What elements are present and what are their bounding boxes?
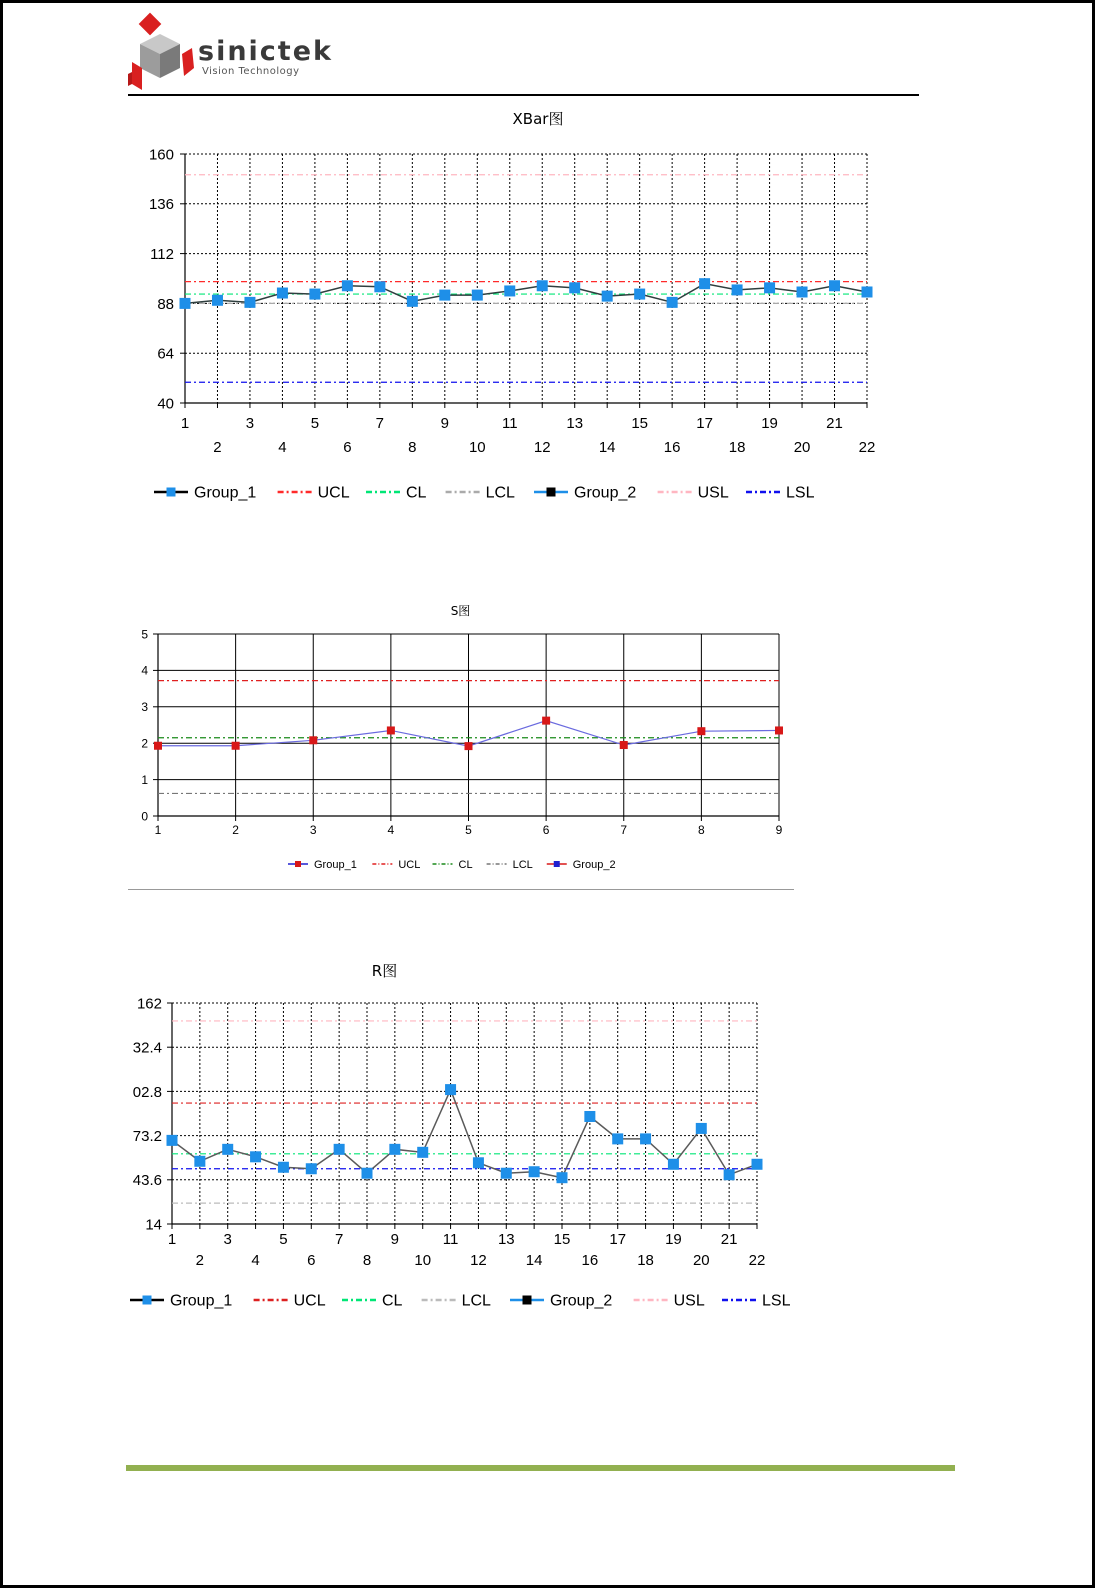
legend-label-usl: USL — [697, 484, 729, 502]
legend-label-ucl: UCL — [293, 1292, 326, 1310]
x-tick-label: 4 — [387, 823, 395, 837]
legend-label-group_2: Group_2 — [574, 484, 637, 502]
x-tick-label: 13 — [566, 415, 584, 432]
x-tick-label: 21 — [826, 415, 843, 432]
legend-label-lcl: LCL — [485, 484, 515, 502]
y-tick-label: 40 — [157, 395, 174, 413]
x-tick-label: 12 — [533, 439, 551, 456]
y-tick-label: 4 — [141, 663, 148, 678]
x-tick-label: 18 — [637, 1252, 654, 1269]
x-tick-label: 18 — [728, 439, 746, 456]
y-tick-label: 73.2 — [132, 1128, 162, 1145]
data-point — [362, 1168, 372, 1178]
x-tick-label: 22 — [858, 439, 876, 456]
x-tick-label: 16 — [581, 1252, 599, 1269]
data-point — [446, 1085, 456, 1095]
data-point — [278, 1162, 288, 1172]
y-tick-label: 0 — [141, 809, 148, 824]
x-tick-label: 2 — [232, 823, 239, 837]
x-tick-label: 5 — [465, 823, 472, 837]
y-tick-label: 02.8 — [132, 1083, 162, 1101]
y-tick-label: 5 — [141, 627, 148, 642]
x-tick-label: 21 — [720, 1231, 738, 1248]
data-point — [390, 1144, 400, 1154]
legend-label-lsl: LSL — [762, 1292, 791, 1310]
data-point — [557, 1173, 567, 1183]
logo-wordmark: sinictek — [198, 36, 333, 67]
data-point — [724, 1170, 734, 1180]
data-point — [613, 1134, 623, 1144]
legend-label-lsl: LSL — [786, 484, 815, 502]
data-point — [223, 1144, 233, 1154]
data-point — [251, 1152, 261, 1162]
x-tick-label: 5 — [279, 1231, 288, 1248]
y-tick-label: 64 — [157, 345, 174, 363]
x-tick-label: 4 — [251, 1252, 260, 1269]
x-tick-label: 9 — [775, 823, 783, 837]
y-tick-label: 14 — [145, 1216, 162, 1234]
data-point — [529, 1167, 539, 1177]
y-tick-label: 112 — [150, 246, 174, 263]
x-tick-label: 11 — [501, 415, 518, 432]
y-tick-label: 1 — [141, 772, 148, 787]
footer-rule — [126, 1465, 955, 1471]
x-tick-label: 8 — [408, 439, 417, 456]
y-tick-label: 88 — [157, 295, 174, 313]
legend-label-lcl: LCL — [461, 1292, 491, 1310]
data-point — [167, 1135, 177, 1145]
x-tick-label: 2 — [195, 1252, 205, 1269]
data-point — [334, 1144, 344, 1154]
y-tick-label: 32.4 — [132, 1039, 162, 1057]
x-tick-label: 13 — [497, 1231, 515, 1248]
legend-label-group_2: Group_2 — [572, 858, 616, 871]
x-tick-label: 4 — [278, 439, 287, 456]
x-tick-label: 10 — [468, 439, 486, 456]
x-tick-label: 15 — [631, 415, 649, 432]
x-tick-label: 7 — [334, 1231, 344, 1248]
data-point — [641, 1134, 651, 1144]
x-tick-label: 9 — [390, 1231, 400, 1248]
x-tick-label: 6 — [542, 823, 550, 837]
data-point — [501, 1168, 511, 1178]
legend-label-group_2: Group_2 — [550, 1292, 613, 1310]
x-tick-label: 6 — [307, 1252, 316, 1269]
x-tick-label: 2 — [213, 439, 222, 456]
legend-label-ucl: UCL — [398, 858, 421, 871]
x-tick-label: 1 — [167, 1231, 177, 1248]
chart-title: S图 — [450, 604, 471, 618]
logo-tagline: Vision Technology — [202, 66, 300, 77]
y-tick-label: 3 — [141, 700, 148, 715]
data-point — [752, 1159, 762, 1169]
x-tick-label: 15 — [553, 1231, 571, 1248]
legend-label-cl: CL — [382, 1292, 403, 1310]
x-tick-label: 7 — [620, 823, 628, 837]
legend-label-cl: CL — [458, 858, 473, 871]
legend-label-lcl: LCL — [512, 858, 533, 871]
x-tick-label: 16 — [663, 439, 681, 456]
x-tick-label: 7 — [375, 415, 385, 432]
legend-label-usl: USL — [673, 1292, 705, 1310]
x-tick-label: 17 — [609, 1231, 627, 1248]
x-tick-label: 19 — [761, 415, 778, 432]
data-point — [306, 1164, 316, 1174]
legend-marker-group_1 — [143, 1296, 152, 1305]
legend-label-group_1: Group_1 — [194, 484, 257, 502]
x-tick-label: 14 — [598, 439, 616, 456]
data-point — [195, 1156, 205, 1166]
legend-label-cl: CL — [406, 484, 427, 502]
data-point — [668, 1159, 678, 1169]
x-tick-label: 14 — [525, 1252, 543, 1269]
x-tick-label: 1 — [180, 415, 190, 432]
legend-label-group_1: Group_1 — [314, 858, 357, 871]
x-tick-label: 19 — [665, 1231, 682, 1248]
x-tick-label: 17 — [696, 415, 713, 432]
data-point — [696, 1123, 706, 1133]
y-tick-label: 160 — [148, 146, 174, 164]
data-point — [473, 1158, 483, 1168]
x-tick-label: 20 — [692, 1252, 710, 1269]
y-tick-label: 136 — [148, 196, 174, 214]
legend-label-group_1: Group_1 — [170, 1292, 233, 1310]
x-tick-label: 8 — [698, 823, 705, 837]
x-tick-label: 3 — [309, 823, 317, 837]
y-tick-label: 43.6 — [132, 1172, 162, 1190]
data-point — [585, 1111, 595, 1121]
legend-marker-group_2 — [523, 1296, 532, 1305]
x-tick-label: 8 — [362, 1252, 372, 1269]
chart-title: XBar图 — [512, 110, 564, 128]
x-tick-label: 3 — [223, 1231, 232, 1248]
x-tick-label: 1 — [154, 823, 162, 837]
x-tick-label: 20 — [793, 439, 811, 456]
x-tick-label: 12 — [470, 1252, 487, 1269]
x-tick-label: 9 — [440, 415, 449, 432]
data-point — [418, 1147, 428, 1157]
legend-label-ucl: UCL — [317, 484, 350, 502]
y-tick-label: 162 — [136, 995, 162, 1013]
x-tick-label: 5 — [310, 415, 320, 432]
y-tick-label: 2 — [141, 736, 148, 751]
x-tick-label: 3 — [245, 415, 255, 432]
x-tick-label: 6 — [343, 439, 352, 456]
x-tick-label: 11 — [442, 1231, 459, 1248]
x-tick-label: 10 — [414, 1252, 432, 1269]
x-tick-label: 22 — [748, 1252, 766, 1269]
chart-title: R图 — [371, 962, 398, 980]
